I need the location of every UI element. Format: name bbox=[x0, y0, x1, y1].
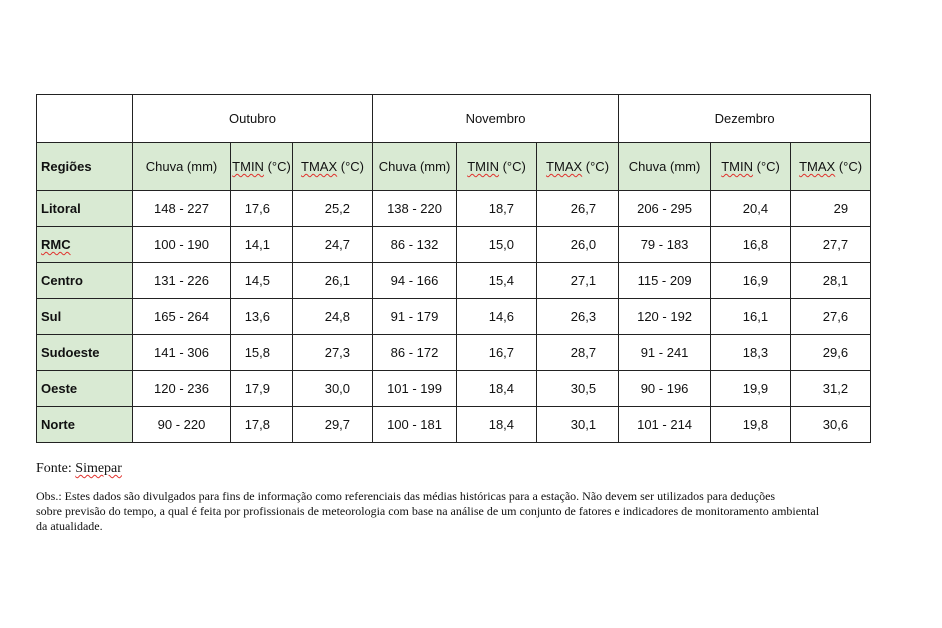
source-line bbox=[36, 461, 122, 477]
subheader-cell bbox=[711, 143, 791, 191]
value-cell: 18,7 bbox=[457, 191, 537, 227]
value-cell: 28,7 bbox=[537, 335, 619, 371]
value-cell: 13,6 bbox=[231, 299, 293, 335]
value-cell: 24,8 bbox=[293, 299, 373, 335]
subheader-abbr: TMAX bbox=[546, 159, 583, 174]
value-cell: 86 - 172 bbox=[373, 335, 457, 371]
region-cell: Litoral bbox=[37, 191, 133, 227]
table-body bbox=[37, 191, 871, 443]
value-cell: 26,0 bbox=[537, 227, 619, 263]
value-cell: 19,8 bbox=[711, 407, 791, 443]
value-cell: 101 - 214 bbox=[619, 407, 711, 443]
value-cell: 15,8 bbox=[231, 335, 293, 371]
value-cell: 115 - 209 bbox=[619, 263, 711, 299]
value-cell: 138 - 220 bbox=[373, 191, 457, 227]
subheader-cell bbox=[791, 143, 871, 191]
value-cell: 27,3 bbox=[293, 335, 373, 371]
value-cell: 206 - 295 bbox=[619, 191, 711, 227]
region-label: RMC bbox=[41, 237, 71, 252]
value-cell: 14,1 bbox=[231, 227, 293, 263]
value-cell: 90 - 196 bbox=[619, 371, 711, 407]
month-header-novembro: Novembro bbox=[373, 95, 619, 143]
value-cell: 20,4 bbox=[711, 191, 791, 227]
subheader-unit: (°C) bbox=[498, 159, 526, 174]
value-cell: 100 - 190 bbox=[133, 227, 231, 263]
subheader-unit: (°C) bbox=[753, 159, 780, 174]
disclaimer-note bbox=[36, 489, 936, 534]
subheader-abbr: TMAX bbox=[799, 159, 836, 174]
value-cell: 27,7 bbox=[791, 227, 871, 263]
value-cell: 16,7 bbox=[457, 335, 537, 371]
value-cell: 29,6 bbox=[791, 335, 871, 371]
value-cell: 26,3 bbox=[537, 299, 619, 335]
value-cell: 101 - 199 bbox=[373, 371, 457, 407]
month-header-row bbox=[37, 95, 871, 143]
value-cell: 28,1 bbox=[791, 263, 871, 299]
value-cell: 29,7 bbox=[293, 407, 373, 443]
subheader-cell: Chuva (mm) bbox=[133, 143, 231, 191]
subheader-cell: Chuva (mm) bbox=[619, 143, 711, 191]
value-cell: 26,7 bbox=[537, 191, 619, 227]
value-cell: 18,4 bbox=[457, 407, 537, 443]
value-cell: 86 - 132 bbox=[373, 227, 457, 263]
region-column-header: Regiões bbox=[37, 143, 133, 191]
value-cell: 79 - 183 bbox=[619, 227, 711, 263]
value-cell: 15,4 bbox=[457, 263, 537, 299]
subheader-abbr: TMIN bbox=[467, 159, 499, 174]
value-cell: 18,3 bbox=[711, 335, 791, 371]
value-cell: 27,6 bbox=[791, 299, 871, 335]
region-cell bbox=[37, 227, 133, 263]
subheader-unit: (°C) bbox=[582, 159, 610, 174]
table-row bbox=[37, 299, 871, 335]
value-cell: 120 - 236 bbox=[133, 371, 231, 407]
subheader-row bbox=[37, 143, 871, 191]
value-cell: 30,5 bbox=[537, 371, 619, 407]
table-row bbox=[37, 227, 871, 263]
subheader-cell bbox=[537, 143, 619, 191]
subheader-unit: (°C) bbox=[835, 159, 863, 174]
subheader-abbr: TMIN bbox=[721, 159, 754, 174]
subheader-unit: (°C) bbox=[263, 159, 291, 174]
value-cell: 29 bbox=[791, 191, 871, 227]
value-cell: 31,2 bbox=[791, 371, 871, 407]
note-line: da atualidade. bbox=[36, 519, 103, 533]
table-row bbox=[37, 371, 871, 407]
subheader-cell bbox=[231, 143, 293, 191]
region-cell: Sudoeste bbox=[37, 335, 133, 371]
value-cell: 27,1 bbox=[537, 263, 619, 299]
value-cell: 165 - 264 bbox=[133, 299, 231, 335]
value-cell: 16,8 bbox=[711, 227, 791, 263]
subheader-unit: (°C) bbox=[337, 159, 364, 174]
value-cell: 17,9 bbox=[231, 371, 293, 407]
value-cell: 30,0 bbox=[293, 371, 373, 407]
subheader-abbr: TMAX bbox=[301, 159, 338, 174]
region-cell: Centro bbox=[37, 263, 133, 299]
value-cell: 15,0 bbox=[457, 227, 537, 263]
value-cell: 90 - 220 bbox=[133, 407, 231, 443]
climate-table bbox=[36, 94, 871, 443]
subheader-cell: Chuva (mm) bbox=[373, 143, 457, 191]
value-cell: 91 - 241 bbox=[619, 335, 711, 371]
value-cell: 14,5 bbox=[231, 263, 293, 299]
month-header-dezembro: Dezembro bbox=[619, 95, 871, 143]
value-cell: 141 - 306 bbox=[133, 335, 231, 371]
subheader-cell bbox=[293, 143, 373, 191]
value-cell: 16,9 bbox=[711, 263, 791, 299]
value-cell: 100 - 181 bbox=[373, 407, 457, 443]
value-cell: 148 - 227 bbox=[133, 191, 231, 227]
value-cell: 91 - 179 bbox=[373, 299, 457, 335]
month-header-outubro: Outubro bbox=[133, 95, 373, 143]
value-cell: 120 - 192 bbox=[619, 299, 711, 335]
value-cell: 17,8 bbox=[231, 407, 293, 443]
value-cell: 24,7 bbox=[293, 227, 373, 263]
value-cell: 17,6 bbox=[231, 191, 293, 227]
value-cell: 30,6 bbox=[791, 407, 871, 443]
source-name: Simepar bbox=[75, 461, 122, 476]
table-row bbox=[37, 335, 871, 371]
value-cell: 25,2 bbox=[293, 191, 373, 227]
subheader-abbr: TMIN bbox=[232, 159, 264, 174]
region-cell: Oeste bbox=[37, 371, 133, 407]
value-cell: 94 - 166 bbox=[373, 263, 457, 299]
table-row bbox=[37, 263, 871, 299]
value-cell: 18,4 bbox=[457, 371, 537, 407]
value-cell: 30,1 bbox=[537, 407, 619, 443]
subheader-cell bbox=[457, 143, 537, 191]
value-cell: 16,1 bbox=[711, 299, 791, 335]
source-label: Fonte: bbox=[36, 461, 72, 476]
value-cell: 14,6 bbox=[457, 299, 537, 335]
value-cell: 26,1 bbox=[293, 263, 373, 299]
region-cell: Norte bbox=[37, 407, 133, 443]
note-line: Obs.: Estes dados são divulgados para fins de informação como referenciais das médias históricas para a estação. Não devem ser utilizados para deduções bbox=[36, 489, 776, 503]
table-row bbox=[37, 191, 871, 227]
value-cell: 19,9 bbox=[711, 371, 791, 407]
note-line: sobre previsão do tempo, a qual é feita por profissionais de meteorologia com base na análise de um conjunto de fatores e indicadores de monitoramento ambiental bbox=[36, 504, 820, 518]
corner-cell bbox=[37, 95, 133, 143]
table-row bbox=[37, 407, 871, 443]
value-cell: 131 - 226 bbox=[133, 263, 231, 299]
region-cell: Sul bbox=[37, 299, 133, 335]
